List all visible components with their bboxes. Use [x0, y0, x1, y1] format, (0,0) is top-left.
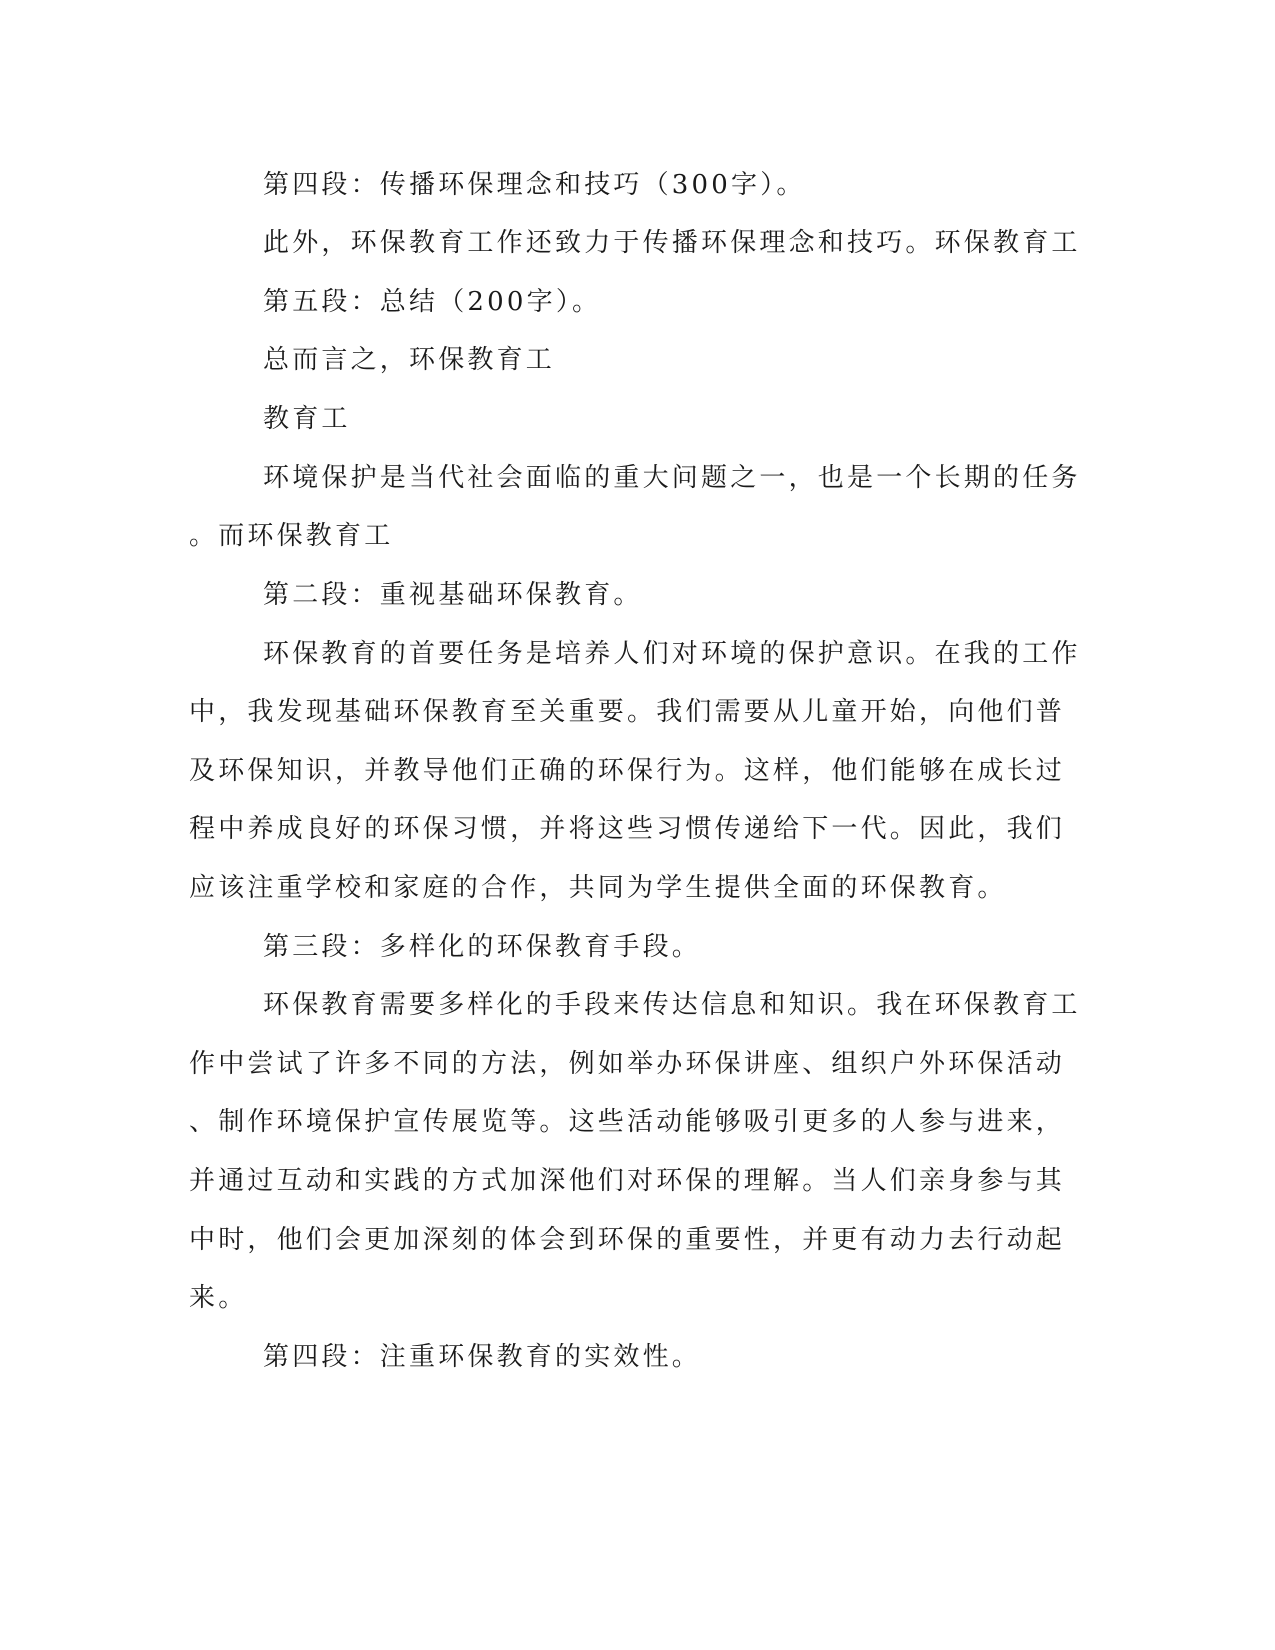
- paragraph-line: 程中养成良好的环保习惯，并将这些习惯传递给下一代。因此，我们: [189, 814, 1066, 844]
- section-heading-4b: 第四段：注重环保教育的实效性。: [263, 1342, 702, 1372]
- section-heading-2: 第二段：重视基础环保教育。: [263, 580, 643, 610]
- paragraph-line: 中，我发现基础环保教育至关重要。我们需要从儿童开始，向他们普: [189, 697, 1066, 727]
- paragraph-line: 环保教育的首要任务是培养人们对环境的保护意识。在我的工作: [263, 639, 1081, 669]
- paragraph-line: 作中尝试了许多不同的方法，例如举办环保讲座、组织户外环保活动: [189, 1049, 1066, 1079]
- paragraph-line: 教育工: [263, 404, 351, 434]
- paragraph-line: 并通过互动和实践的方式加深他们对环保的理解。当人们亲身参与其: [189, 1166, 1066, 1196]
- paragraph-line: 来。: [189, 1283, 248, 1313]
- paragraph-line: 。而环保教育工: [189, 521, 394, 551]
- paragraph-line: 环境保护是当代社会面临的重大问题之一，也是一个长期的任务: [263, 463, 1081, 493]
- paragraph-line: 此外，环保教育工作还致力于传播环保理念和技巧。环保教育工: [263, 228, 1081, 258]
- section-heading-5: 第五段：总结（200字）。: [263, 287, 602, 317]
- paragraph-line: 环保教育需要多样化的手段来传达信息和知识。我在环保教育工: [263, 990, 1081, 1020]
- paragraph-line: 应该注重学校和家庭的合作，共同为学生提供全面的环保教育。: [189, 873, 1007, 903]
- section-heading-4a: 第四段：传播环保理念和技巧（300字）。: [263, 170, 806, 200]
- section-heading-3: 第三段：多样化的环保教育手段。: [263, 932, 702, 962]
- paragraph-line: 中时，他们会更加深刻的体会到环保的重要性，并更有动力去行动起: [189, 1225, 1066, 1255]
- paragraph-line: 、制作环境保护宣传展览等。这些活动能够吸引更多的人参与进来，: [189, 1107, 1066, 1137]
- paragraph-line: 总而言之，环保教育工: [263, 345, 556, 375]
- paragraph-line: 及环保知识，并教导他们正确的环保行为。这样，他们能够在成长过: [189, 756, 1066, 786]
